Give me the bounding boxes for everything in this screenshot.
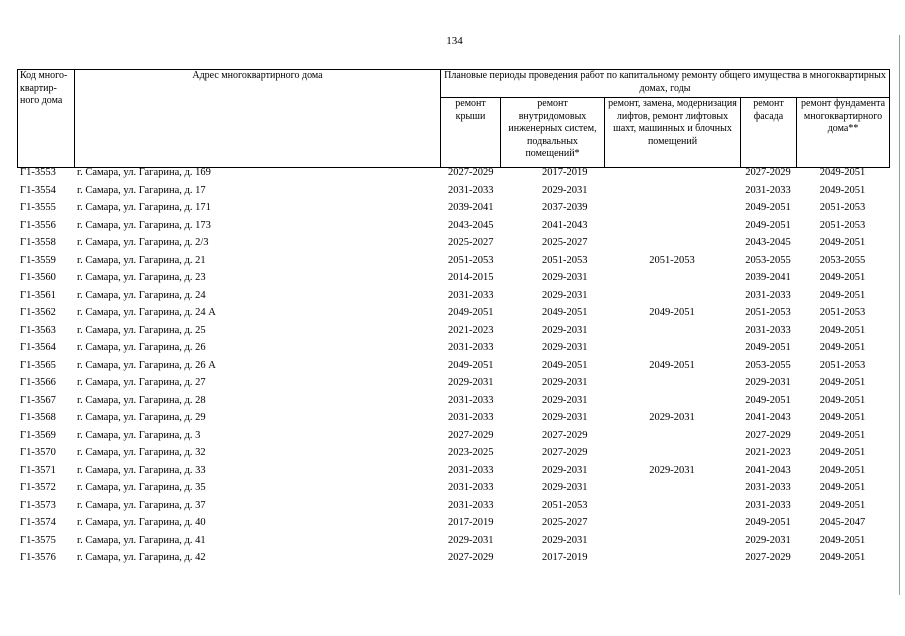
row-code: Г1-3553 xyxy=(20,167,56,179)
table-row xyxy=(17,252,889,270)
row-foundation-period: 2051-2053 xyxy=(819,202,866,214)
row-code: Г1-3564 xyxy=(20,342,56,354)
row-foundation-period: 2045-2047 xyxy=(819,517,866,529)
row-address: г. Самара, ул. Гагарина, д. 3 xyxy=(77,429,201,441)
row-roof-period: 2049-2051 xyxy=(448,359,494,371)
row-systems-period: 2029-2031 xyxy=(542,289,588,301)
row-address: г. Самара, ул. Гагарина, д. 21 xyxy=(77,254,206,266)
row-roof-period: 2031-2033 xyxy=(448,499,494,511)
row-elevators-period xyxy=(604,532,740,550)
row-facade-period: 2049-2051 xyxy=(745,517,791,529)
row-code: Г1-3554 xyxy=(20,184,56,196)
row-elevators-period xyxy=(604,497,740,515)
row-code: Г1-3569 xyxy=(20,429,56,441)
table-row xyxy=(17,392,889,410)
row-roof-period: 2029-2031 xyxy=(448,377,494,389)
row-systems-period: 2049-2051 xyxy=(542,307,588,319)
row-foundation-period: 2049-2051 xyxy=(819,289,866,301)
table-row xyxy=(17,514,889,532)
row-systems-period: 2041-2043 xyxy=(542,219,588,231)
row-facade-period: 2053-2055 xyxy=(745,359,791,371)
row-foundation-period: 2049-2051 xyxy=(819,534,866,546)
table-row xyxy=(17,532,889,550)
row-elevators-period xyxy=(604,392,740,410)
row-facade-period: 2021-2023 xyxy=(745,447,791,459)
row-roof-period: 2051-2053 xyxy=(448,254,494,266)
row-code: Г1-3568 xyxy=(20,412,56,424)
row-code: Г1-3572 xyxy=(20,482,56,494)
row-code: Г1-3575 xyxy=(20,534,56,546)
row-elevators-period xyxy=(604,374,740,392)
table-row xyxy=(17,182,889,200)
row-elevators-period xyxy=(604,514,740,532)
row-facade-period: 2053-2055 xyxy=(745,254,791,266)
row-roof-period: 2027-2029 xyxy=(448,429,494,441)
row-foundation-period: 2053-2055 xyxy=(819,254,866,266)
row-systems-period: 2025-2027 xyxy=(542,517,588,529)
table-row xyxy=(17,479,889,497)
row-elevators-period xyxy=(604,217,740,235)
row-roof-period: 2021-2023 xyxy=(448,324,494,336)
row-roof-period: 2031-2033 xyxy=(448,482,494,494)
row-systems-period: 2029-2031 xyxy=(542,482,588,494)
row-elevators-period xyxy=(604,287,740,305)
row-facade-period: 2031-2033 xyxy=(745,289,791,301)
row-foundation-period: 2049-2051 xyxy=(819,394,866,406)
row-address: г. Самара, ул. Гагарина, д. 17 xyxy=(77,184,206,196)
table-row xyxy=(17,427,889,445)
row-systems-period: 2029-2031 xyxy=(542,394,588,406)
row-facade-period: 2043-2045 xyxy=(745,237,791,249)
row-foundation-period: 2051-2053 xyxy=(819,359,866,371)
row-foundation-period: 2049-2051 xyxy=(819,272,866,284)
row-foundation-period: 2049-2051 xyxy=(819,237,866,249)
row-foundation-period: 2049-2051 xyxy=(819,167,866,179)
row-code: Г1-3576 xyxy=(20,552,56,564)
row-address: г. Самара, ул. Гагарина, д. 169 xyxy=(77,167,211,179)
row-foundation-period: 2049-2051 xyxy=(819,412,866,424)
row-code: Г1-3566 xyxy=(20,377,56,389)
row-elevators-period: 2029-2031 xyxy=(649,412,695,424)
row-address: г. Самара, ул. Гагарина, д. 2/3 xyxy=(77,237,209,249)
row-roof-period: 2027-2029 xyxy=(448,552,494,564)
row-foundation-period: 2049-2051 xyxy=(819,552,866,564)
row-elevators-period xyxy=(604,269,740,287)
data-table xyxy=(17,164,889,567)
row-roof-period: 2025-2027 xyxy=(448,237,494,249)
row-code: Г1-3556 xyxy=(20,219,56,231)
row-systems-period: 2037-2039 xyxy=(542,202,588,214)
row-roof-period: 2031-2033 xyxy=(448,289,494,301)
row-code: Г1-3573 xyxy=(20,499,56,511)
row-systems-period: 2029-2031 xyxy=(542,464,588,476)
row-facade-period: 2041-2043 xyxy=(745,464,791,476)
row-code: Г1-3563 xyxy=(20,324,56,336)
row-elevators-period xyxy=(604,479,740,497)
row-systems-period: 2017-2019 xyxy=(542,167,588,179)
header-code: Код много-квартир-ного дома xyxy=(18,70,75,168)
row-code: Г1-3570 xyxy=(20,447,56,459)
row-systems-period: 2029-2031 xyxy=(542,184,588,196)
row-facade-period: 2031-2033 xyxy=(745,324,791,336)
row-elevators-period: 2049-2051 xyxy=(649,307,695,319)
row-facade-period: 2027-2029 xyxy=(745,429,791,441)
row-code: Г1-3574 xyxy=(20,517,56,529)
row-roof-period: 2031-2033 xyxy=(448,464,494,476)
table-row xyxy=(17,269,889,287)
row-systems-period: 2029-2031 xyxy=(542,324,588,336)
row-roof-period: 2027-2029 xyxy=(448,167,494,179)
row-elevators-period xyxy=(604,444,740,462)
row-address: г. Самара, ул. Гагарина, д. 26 xyxy=(77,342,206,354)
row-address: г. Самара, ул. Гагарина, д. 32 xyxy=(77,447,206,459)
row-address: г. Самара, ул. Гагарина, д. 24 А xyxy=(77,307,216,319)
row-systems-period: 2029-2031 xyxy=(542,534,588,546)
row-foundation-period: 2049-2051 xyxy=(819,377,866,389)
row-address: г. Самара, ул. Гагарина, д. 27 xyxy=(77,377,206,389)
table-row xyxy=(17,497,889,515)
row-roof-period: 2031-2033 xyxy=(448,342,494,354)
row-code: Г1-3571 xyxy=(20,464,56,476)
row-foundation-period: 2051-2053 xyxy=(819,219,866,231)
row-systems-period: 2029-2031 xyxy=(542,377,588,389)
table-row xyxy=(17,339,889,357)
row-elevators-period xyxy=(604,339,740,357)
row-systems-period: 2051-2053 xyxy=(542,254,588,266)
row-systems-period: 2017-2019 xyxy=(542,552,588,564)
row-systems-period: 2025-2027 xyxy=(542,237,588,249)
row-foundation-period: 2049-2051 xyxy=(819,447,866,459)
row-address: г. Самара, ул. Гагарина, д. 23 xyxy=(77,272,206,284)
table-row xyxy=(17,199,889,217)
table-row xyxy=(17,444,889,462)
row-code: Г1-3559 xyxy=(20,254,56,266)
row-code: Г1-3565 xyxy=(20,359,56,371)
row-facade-period: 2031-2033 xyxy=(745,499,791,511)
table-row xyxy=(17,374,889,392)
row-address: г. Самара, ул. Гагарина, д. 26 А xyxy=(77,359,216,371)
row-address: г. Самара, ул. Гагарина, д. 25 xyxy=(77,324,206,336)
header-address: Адрес многоквартирного дома xyxy=(75,70,441,168)
table-row xyxy=(17,462,889,480)
row-address: г. Самара, ул. Гагарина, д. 28 xyxy=(77,394,206,406)
header-facade: ремонт фасада xyxy=(741,98,797,168)
table-row xyxy=(17,287,889,305)
row-facade-period: 2049-2051 xyxy=(745,394,791,406)
row-code: Г1-3562 xyxy=(20,307,56,319)
row-roof-period: 2023-2025 xyxy=(448,447,494,459)
header-foundation: ремонт фундамента многоквартирного дома** xyxy=(797,98,890,168)
row-roof-period: 2029-2031 xyxy=(448,534,494,546)
row-address: г. Самара, ул. Гагарина, д. 33 xyxy=(77,464,206,476)
row-elevators-period: 2051-2053 xyxy=(649,254,695,266)
row-facade-period: 2049-2051 xyxy=(745,342,791,354)
header-elevators: ремонт, замена, модернизация лифтов, ремонт лифтовых шахт, машинных и блочных помещений xyxy=(605,98,741,168)
row-facade-period: 2041-2043 xyxy=(745,412,791,424)
row-code: Г1-3560 xyxy=(20,272,56,284)
row-systems-period: 2029-2031 xyxy=(542,412,588,424)
row-facade-period: 2039-2041 xyxy=(745,272,791,284)
row-foundation-period: 2049-2051 xyxy=(819,184,866,196)
row-roof-period: 2031-2033 xyxy=(448,412,494,424)
row-code: Г1-3558 xyxy=(20,237,56,249)
row-systems-period: 2029-2031 xyxy=(542,272,588,284)
row-foundation-period: 2049-2051 xyxy=(819,324,866,336)
row-elevators-period: 2049-2051 xyxy=(649,359,695,371)
row-facade-period: 2029-2031 xyxy=(745,534,791,546)
row-address: г. Самара, ул. Гагарина, д. 35 xyxy=(77,482,206,494)
table-row xyxy=(17,234,889,252)
row-address: г. Самара, ул. Гагарина, д. 41 xyxy=(77,534,206,546)
row-address: г. Самара, ул. Гагарина, д. 171 xyxy=(77,202,211,214)
table-row xyxy=(17,164,889,182)
table-row xyxy=(17,304,889,322)
row-elevators-period: 2029-2031 xyxy=(649,464,695,476)
row-foundation-period: 2049-2051 xyxy=(819,342,866,354)
row-code: Г1-3561 xyxy=(20,289,56,301)
row-facade-period: 2031-2033 xyxy=(745,184,791,196)
row-address: г. Самара, ул. Гагарина, д. 173 xyxy=(77,219,211,231)
row-systems-period: 2027-2029 xyxy=(542,429,588,441)
table-row xyxy=(17,549,889,567)
row-systems-period: 2051-2053 xyxy=(542,499,588,511)
row-foundation-period: 2049-2051 xyxy=(819,482,866,494)
row-elevators-period xyxy=(604,427,740,445)
table-row xyxy=(17,217,889,235)
header-periods: Плановые периоды проведения работ по капитальному ремонту общего имущества в многоквартирных домах, годы xyxy=(441,70,890,98)
row-roof-period: 2043-2045 xyxy=(448,219,494,231)
row-facade-period: 2049-2051 xyxy=(745,219,791,231)
row-roof-period: 2031-2033 xyxy=(448,184,494,196)
page-edge-line xyxy=(899,35,900,595)
row-facade-period: 2031-2033 xyxy=(745,482,791,494)
row-roof-period: 2017-2019 xyxy=(448,517,494,529)
row-address: г. Самара, ул. Гагарина, д. 37 xyxy=(77,499,206,511)
row-systems-period: 2027-2029 xyxy=(542,447,588,459)
row-elevators-period xyxy=(604,234,740,252)
row-elevators-period xyxy=(604,164,740,182)
row-address: г. Самара, ул. Гагарина, д. 40 xyxy=(77,517,206,529)
row-systems-period: 2029-2031 xyxy=(542,342,588,354)
header-roof: ремонт крыши xyxy=(441,98,501,168)
row-facade-period: 2049-2051 xyxy=(745,202,791,214)
table-row xyxy=(17,357,889,375)
row-foundation-period: 2049-2051 xyxy=(819,464,866,476)
row-roof-period: 2014-2015 xyxy=(448,272,494,284)
row-roof-period: 2049-2051 xyxy=(448,307,494,319)
table-header xyxy=(17,69,890,168)
table-row xyxy=(17,409,889,427)
row-foundation-period: 2049-2051 xyxy=(819,429,866,441)
table-row xyxy=(17,322,889,340)
row-code: Г1-3567 xyxy=(20,394,56,406)
row-facade-period: 2027-2029 xyxy=(745,552,791,564)
row-roof-period: 2039-2041 xyxy=(448,202,494,214)
row-elevators-period xyxy=(604,322,740,340)
page-number: 134 xyxy=(446,35,463,47)
row-foundation-period: 2051-2053 xyxy=(819,307,866,319)
row-facade-period: 2051-2053 xyxy=(745,307,791,319)
row-foundation-period: 2049-2051 xyxy=(819,499,866,511)
row-address: г. Самара, ул. Гагарина, д. 29 xyxy=(77,412,206,424)
row-address: г. Самара, ул. Гагарина, д. 42 xyxy=(77,552,206,564)
row-address: г. Самара, ул. Гагарина, д. 24 xyxy=(77,289,206,301)
row-systems-period: 2049-2051 xyxy=(542,359,588,371)
row-elevators-period xyxy=(604,199,740,217)
row-elevators-period xyxy=(604,182,740,200)
row-elevators-period xyxy=(604,549,740,567)
row-facade-period: 2027-2029 xyxy=(745,167,791,179)
header-systems: ремонт внутридомовых инженерных систем, подвальных помещений* xyxy=(501,98,605,168)
data-table-body xyxy=(17,164,889,567)
row-roof-period: 2031-2033 xyxy=(448,394,494,406)
row-facade-period: 2029-2031 xyxy=(745,377,791,389)
row-code: Г1-3555 xyxy=(20,202,56,214)
